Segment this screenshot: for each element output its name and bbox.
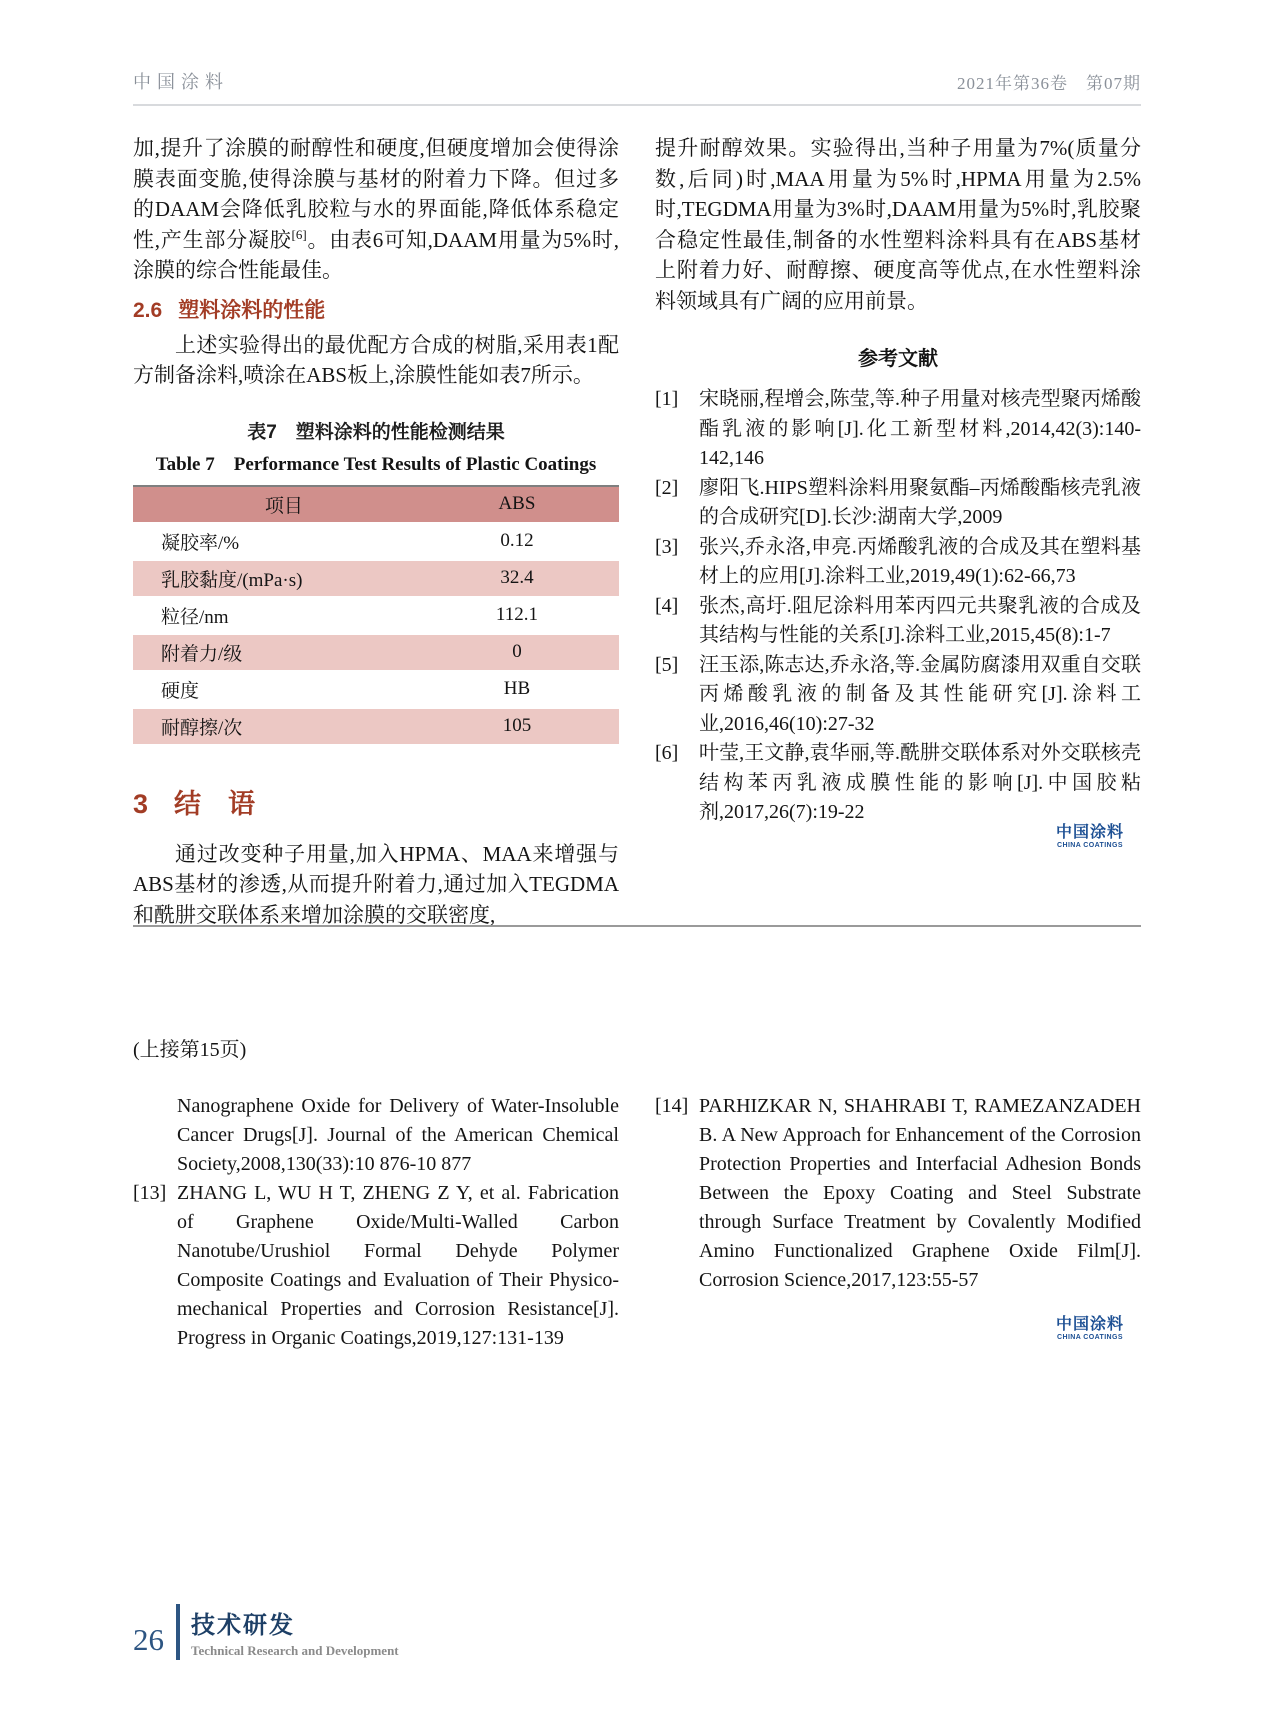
table-cell: 粒径/nm <box>161 606 229 628</box>
section-title: 塑料涂料的性能 <box>178 298 326 322</box>
table-caption-en: Table 7 Performance Test Results of Plastic Coatings <box>155 453 597 475</box>
table-cell: 32.4 <box>415 560 619 597</box>
reference-number: [13] <box>133 1182 167 1204</box>
table-cell: 112.1 <box>495 604 538 625</box>
bottom-left-column <box>133 1092 619 1353</box>
china-coatings-logo <box>1040 824 1140 849</box>
table-cell: 凝胶率/% <box>161 532 240 554</box>
reference-item <box>655 592 1141 651</box>
performance-table <box>133 485 619 746</box>
reference-item <box>655 474 1141 533</box>
reference-text: 廖阳飞.HIPS塑料涂料用聚氨酯–丙烯酸酯核壳乳液的合成研究[D].长沙:湖南大学,2009 <box>699 476 1141 528</box>
table-row <box>133 671 619 708</box>
table-cell: 0 <box>415 634 619 671</box>
reference-item <box>133 1179 619 1353</box>
issue-info: 2021年第36卷 第07期 <box>957 74 1141 93</box>
reference-number <box>133 1092 177 1179</box>
reference-number: [4] <box>655 594 679 617</box>
table-cell: 乳胶黏度/(mPa·s) <box>133 560 415 597</box>
logo-text-en: CHINA COATINGS <box>1057 1333 1123 1341</box>
footer-department <box>191 1604 399 1660</box>
table-header-item: 项目 <box>133 486 415 523</box>
page-footer <box>133 1604 399 1660</box>
reference-item <box>133 1092 619 1179</box>
table-block <box>133 417 619 746</box>
china-coatings-logo <box>1040 1316 1140 1341</box>
reference-number: [3] <box>655 535 679 558</box>
reference-item <box>655 651 1141 740</box>
references-heading: 参考文献 <box>858 348 938 370</box>
department-en: Technical Research and Development <box>191 1643 399 1658</box>
table-caption-zh: 表7 塑料涂料的性能检测结果 <box>247 421 505 443</box>
table-row <box>133 523 619 560</box>
footer-divider-bar <box>176 1604 180 1660</box>
reference-number: [5] <box>655 653 679 676</box>
main-content <box>133 133 1141 930</box>
paragraph-daam-tail: 。由表6可知,DAAM用量为5%时,涂膜的综合性能最佳。 <box>133 227 619 282</box>
section-number: 3 <box>133 788 149 819</box>
table-cell: 0.12 <box>500 530 534 551</box>
citation-superscript: [6] <box>291 226 307 242</box>
reference-text: 叶莹,王文静,袁华丽,等.酰肼交联体系对外交联核壳结构苯丙乳液成膜性能的影响[J].中国胶粘剂,2017,26(7):19-22 <box>699 742 1141 823</box>
table-header-abs: ABS <box>415 486 619 523</box>
table-cell: 硬度 <box>161 680 200 702</box>
reference-item <box>655 533 1141 592</box>
table-row <box>133 560 619 597</box>
department-zh: 技术研发 <box>191 1612 295 1639</box>
table-cell: 附着力/级 <box>133 634 415 671</box>
reference-item <box>655 739 1141 828</box>
logo-text-zh: 中国涂料 <box>1055 1316 1124 1333</box>
reference-text: Nanographene Oxide for Delivery of Water-Insoluble Cancer Drugs[J]. Journal of the American Chemical Society,2008,130(33):10 876-10 877 <box>177 1095 619 1175</box>
page-number: 26 <box>133 1622 164 1657</box>
table-header-row <box>133 486 619 523</box>
journal-name: 中国涂料 <box>133 72 229 92</box>
section-number: 2.6 <box>133 298 163 322</box>
reference-text: 张杰,高圩.阻尼涂料用苯丙四元共聚乳液的合成及其结构与性能的关系[J].涂料工业,2015,45(8):1-7 <box>699 594 1141 646</box>
table-cell: 耐醇擦/次 <box>133 708 415 745</box>
reference-text: 张兴,乔永洛,申亮.丙烯酸乳液的合成及其在塑料基材上的应用[J].涂料工业,2019,49(1):62-66,73 <box>699 535 1141 587</box>
section-title: 结 语 <box>174 788 256 819</box>
reference-text: PARHIZKAR N, SHAHRABI T, RAMEZANZADEH B. A New Approach for Enhancement of the Corrosion Protection Properties and Interfacial Adhesion Bonds Between the Epoxy Coating and Steel Substrate through Surface Treatment by Covalently Modified Amino Functionalized Graphene Oxide Film[J]. Corrosion Science,2017,123:55-57 <box>699 1095 1141 1291</box>
paragraph-formula: 上述实验得出的最优配方合成的树脂,采用表1配方制备涂料,喷涂在ABS板上,涂膜性能如表7所示。 <box>133 332 619 387</box>
reference-item <box>655 1092 1141 1295</box>
table-cell: HB <box>503 678 531 699</box>
paragraph-daam-text: 加,提升了涂膜的耐醇性和硬度,但硬度增加会使得涂膜表面变脆,使得涂膜与基材的附着力下降。但过多的DAAM会降低乳胶粒与水的界面能,降低体系稳定性,产生部分凝胶 <box>133 136 619 252</box>
reference-number: [1] <box>655 388 679 410</box>
section-heading-3 <box>133 782 619 821</box>
paragraph-results: 提升耐醇效果。实验得出,当种子用量为7%(质量分数,后同)时,MAA用量为5%时,HPMA用量为2.5%时,TEGDMA用量为3%时,DAAM用量为5%时,乳胶聚合稳定性最佳,制备的水性塑料涂料具有在ABS基材上附着力好、耐醇擦、硬度高等优点,在水性塑料涂料领域具有广阔的应用前景。 <box>655 136 1141 313</box>
reference-item <box>655 385 1141 474</box>
section-divider <box>133 925 1141 927</box>
reference-number: [2] <box>655 476 679 499</box>
table-row <box>133 597 619 634</box>
logo-text-zh: 中国涂料 <box>1055 824 1124 841</box>
page-header <box>133 68 1141 106</box>
continued-from-note: (上接第15页) <box>133 1039 247 1061</box>
reference-text: 宋晓丽,程增会,陈莹,等.种子用量对核壳型聚丙烯酸酯乳液的影响[J].化工新型材料,2014,42(3):140-142,146 <box>699 388 1141 469</box>
reference-text: ZHANG L, WU H T, ZHENG Z Y, et al. Fabrication of Graphene Oxide/Multi-Walled Carbon Nanotube/Urushiol Formal Dehyde Polymer Composite Coatings and Evaluation of Their Physico-mechanical Properties and Corrosion Resistance[J]. Progress in Organic Coatings,2019,127:131-139 <box>177 1182 619 1349</box>
right-column <box>655 133 1141 930</box>
logo-text-en: CHINA COATINGS <box>1057 841 1123 849</box>
bottom-right-column <box>655 1092 1141 1353</box>
left-column <box>133 133 619 930</box>
section-heading-2-6 <box>133 294 619 324</box>
table-row <box>133 634 619 671</box>
continued-references <box>133 1092 1141 1353</box>
reference-number: [14] <box>655 1095 689 1117</box>
paragraph-conclusion: 通过改变种子用量,加入HPMA、MAA来增强与ABS基材的渗透,从而提升附着力,通过加入TEGDMA和酰肼交联体系来增加涂膜的交联密度, <box>133 841 619 927</box>
table-row <box>133 708 619 745</box>
table-cell: 105 <box>415 708 619 745</box>
paragraph-daam <box>133 133 619 286</box>
reference-text: 汪玉添,陈志达,乔永洛,等.金属防腐漆用双重自交联丙烯酸乳液的制备及其性能研究[J].涂料工业,2016,46(10):27-32 <box>699 653 1141 735</box>
reference-number: [6] <box>655 742 679 764</box>
